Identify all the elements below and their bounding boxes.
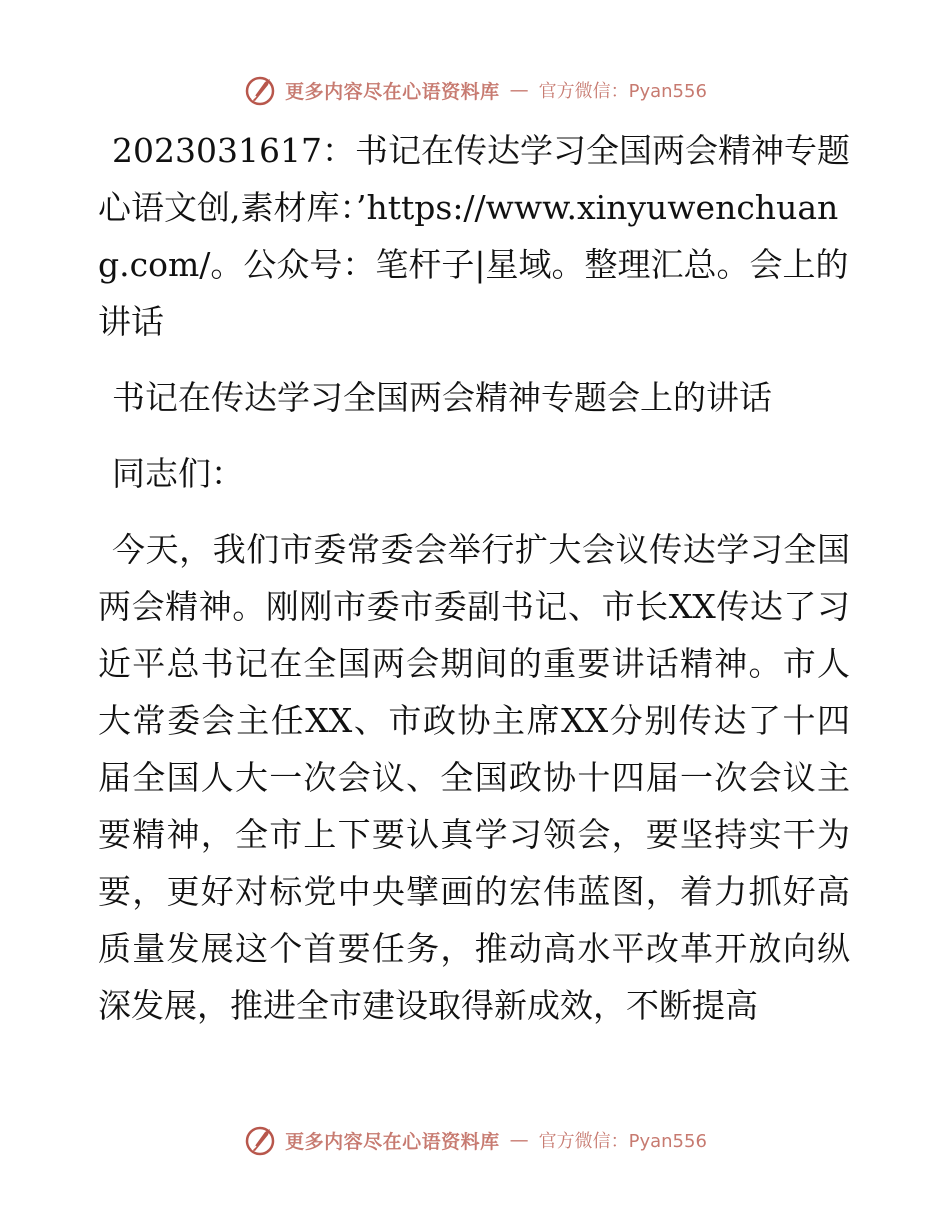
footer-banner-separator: — (509, 1129, 529, 1151)
quill-pen-logo-icon (243, 73, 277, 107)
document-body-paragraph: 今天，我们市委常委会举行扩大会议传达学习全国两会精神。刚刚市委市委副书记、市长XX传达了习近平总书记在全国两会期间的重要讲话精神。市人大常委会主任XX、市政协主席XX分别传达了十四届全国人大一次会议、全国政协十四届一次会议主要精神，全市上下要认真学习领会，要坚持实干为要，更好对标党中央擘画的宏伟蓝图，着力抓好高质量发展这个首要任务，推动高水平改革开放向纵深发展，推进全市建设取得新成效，不断提高 (98, 530, 850, 1025)
document-greeting: 同志们： (112, 454, 244, 493)
header-watermark-banner (0, 70, 950, 110)
footer-watermark-banner (0, 1120, 950, 1160)
document-head-paragraph: 2023031617：书记在传达学习全国两会精神专题心语文创,素材库：’https://www.xinyuwenchuang.com/。公众号：笔杆子|星域。整理汇总。会上的讲话 (98, 131, 850, 341)
header-banner-contact: 官方微信：Pyan556 (538, 81, 707, 102)
document-title: 书记在传达学习全国两会精神专题会上的讲话 (112, 378, 772, 417)
document-body (98, 122, 850, 1034)
header-banner-text: 更多内容尽在心语资料库 (285, 80, 500, 103)
quill-pen-logo-icon (243, 1123, 277, 1157)
header-banner-separator: — (509, 79, 529, 101)
footer-banner-contact: 官方微信：Pyan556 (538, 1131, 707, 1152)
footer-banner-text: 更多内容尽在心语资料库 (285, 1130, 500, 1153)
